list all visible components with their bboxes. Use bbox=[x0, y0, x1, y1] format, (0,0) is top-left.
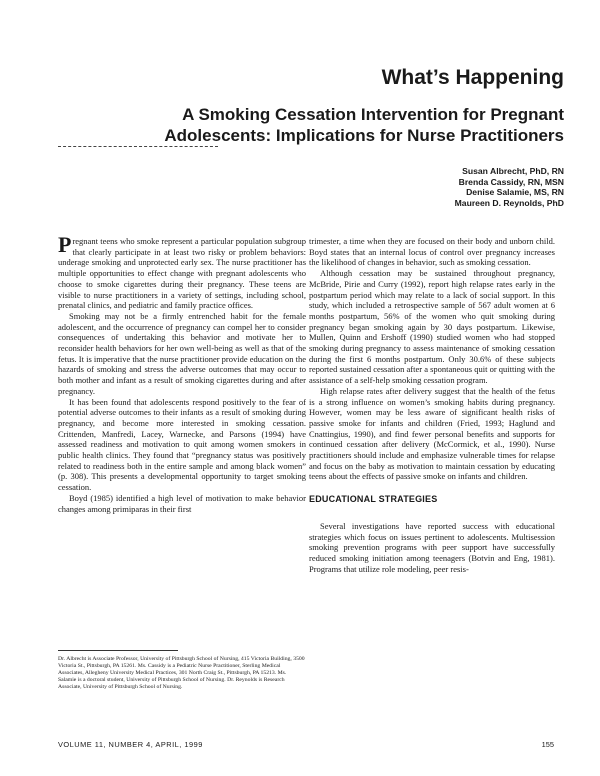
author-affiliations-footnote: Dr. Albrecht is Associate Professor, University of Pittsburgh School of Nursing, 415 Victoria Building, 3500 Victoria St., Pittsburgh, PA 15261. Ms. Cassidy is a Pediatric Nurse Practitioner, Sterling Medical Associates, Allegheny University Medical Practices, 301 North Craig St., Pittsburgh, PA 15213. Ms. Salamie is a doctoral student, University of Pittsburgh School of Nursing. Dr. Reynolds is Research Associate, University of Pittsburgh School of Nursing. bbox=[58, 656, 305, 690]
paragraph-4: Boyd (1985) identified a high level of motivation to make behavior changes among primiparas in their first bbox=[58, 492, 306, 514]
title-line-2: Adolescents: Implications for Nurse Practitioners bbox=[164, 126, 564, 145]
author-2: Brenda Cassidy, RN, MSN bbox=[458, 176, 564, 187]
paragraph-1-text: regnant teens who smoke represent a particular population subgroup that clearly participate in at least two risky or problem behaviors: underage smoking and unprotected early sex. The nurse practitioner has multiple opportunities to effect change with pregnant adolescents who choose to smoke cigarettes during their pregnancy. These teens are visible to nurse practitioners in a variety of settings, including school, prenatal clinics, and pediatric and family practice offices. bbox=[58, 236, 306, 311]
left-column bbox=[58, 232, 306, 514]
paragraph-7: High relapse rates after delivery suggest that the health of the fetus is a strong influence on women’s smoking habits during pregnancy. However, women may be less aware of significant health risks of passive smoke for infants and children (Fried, 1993; Haglund and Cnattingius, 1990), and find fewer personal benefits and supports for continued cessation after delivery (McCormick, et al., 1990). Nurse practitioners should include and emphasize vulnerable times for relapse and focus on the baby as motivation to maintain cessation by educating teens about the effects of passive smoke on infants and children. bbox=[309, 385, 555, 482]
author-1: Susan Albrecht, PhD, RN bbox=[462, 166, 564, 176]
right-column bbox=[309, 236, 555, 574]
paragraph-3: It has been found that adolescents respond positively to the fear of potential adverse outcomes to their infants as a result of smoking during pregnancy, and become more interested in smoking cessation. Crittenden, Manfredi, Lacey, Warnecke, and Parsons (1994) have assessed readiness and motivation to quit among women smokers in public health clinics. They found that “pregnancy status was positively related to readiness both in the entire sample and among black women” (p. 308). This presents a developmental opportunity to target smoking cessation. bbox=[58, 396, 306, 493]
dashed-divider bbox=[58, 146, 218, 147]
paragraph-2: Smoking may not be a firmly entrenched habit for the female adolescent, and the occurrence of pregnancy can compel her to consider consequences of undertaking this behavior and motivate her to reconsider health behaviors for her own well-being as well as that of the fetus. It is imperative that the nurse practitioner provide education on the hazards of smoking and stress the adverse outcomes that may occur to both mother and infant as a result of smoking cigarettes during and after pregnancy. bbox=[58, 310, 306, 396]
author-list bbox=[455, 166, 564, 208]
paragraph-8: Several investigations have reported success with educational strategies which focus on issues pertinent to adolescents. Multisession smoking prevention programs with peer support have successfully reduced smoking initiation among teenagers (Botvin and Eng, 1981). Programs that utilize role modeling, peer resis- bbox=[309, 520, 555, 574]
paragraph-1 bbox=[58, 232, 306, 311]
footnote-divider bbox=[58, 650, 178, 651]
paragraph-5: trimester, a time when they are focused on their body and unborn child. Boyd states that an internal locus of control over pregnancy increases the likelihood of changes in behavior, such as smoking cessation. bbox=[309, 236, 555, 268]
title-line-1: A Smoking Cessation Intervention for Pregnant bbox=[182, 105, 564, 124]
journal-footer: VOLUME 11, NUMBER 4, APRIL, 1999 bbox=[58, 740, 203, 749]
section-heading: EDUCATIONAL STRATEGIES bbox=[309, 494, 438, 505]
author-4: Maureen D. Reynolds, PhD bbox=[454, 197, 564, 208]
paragraph-6: Although cessation may be sustained throughout pregnancy, McBride, Pirie and Curry (1992), report high relapse rates early in the postpartum period which may relate to a lack of social support. In this study, which included a retrospective sample of 567 adult women at 6 months postpartum, 56% of the women who quit smoking during pregnancy began smoking again by 30 days postpartum. Likewise, Mullen, Quinn and Ershoff (1990) studied women who had stopped smoking during pregnancy to assess maintenance of smoking cessation during the first 6 months postpartum. Only 30.6% of these subjects reported sustained cessation after a spontaneous quit or quitting with the assistance of a self-help smoking cessation program. bbox=[309, 268, 555, 386]
drop-cap: P bbox=[58, 232, 72, 257]
article-title bbox=[124, 104, 564, 146]
author-3: Denise Salamie, MS, RN bbox=[466, 187, 564, 198]
page-number: 155 bbox=[541, 740, 554, 749]
section-label: What’s Happening bbox=[381, 66, 564, 89]
